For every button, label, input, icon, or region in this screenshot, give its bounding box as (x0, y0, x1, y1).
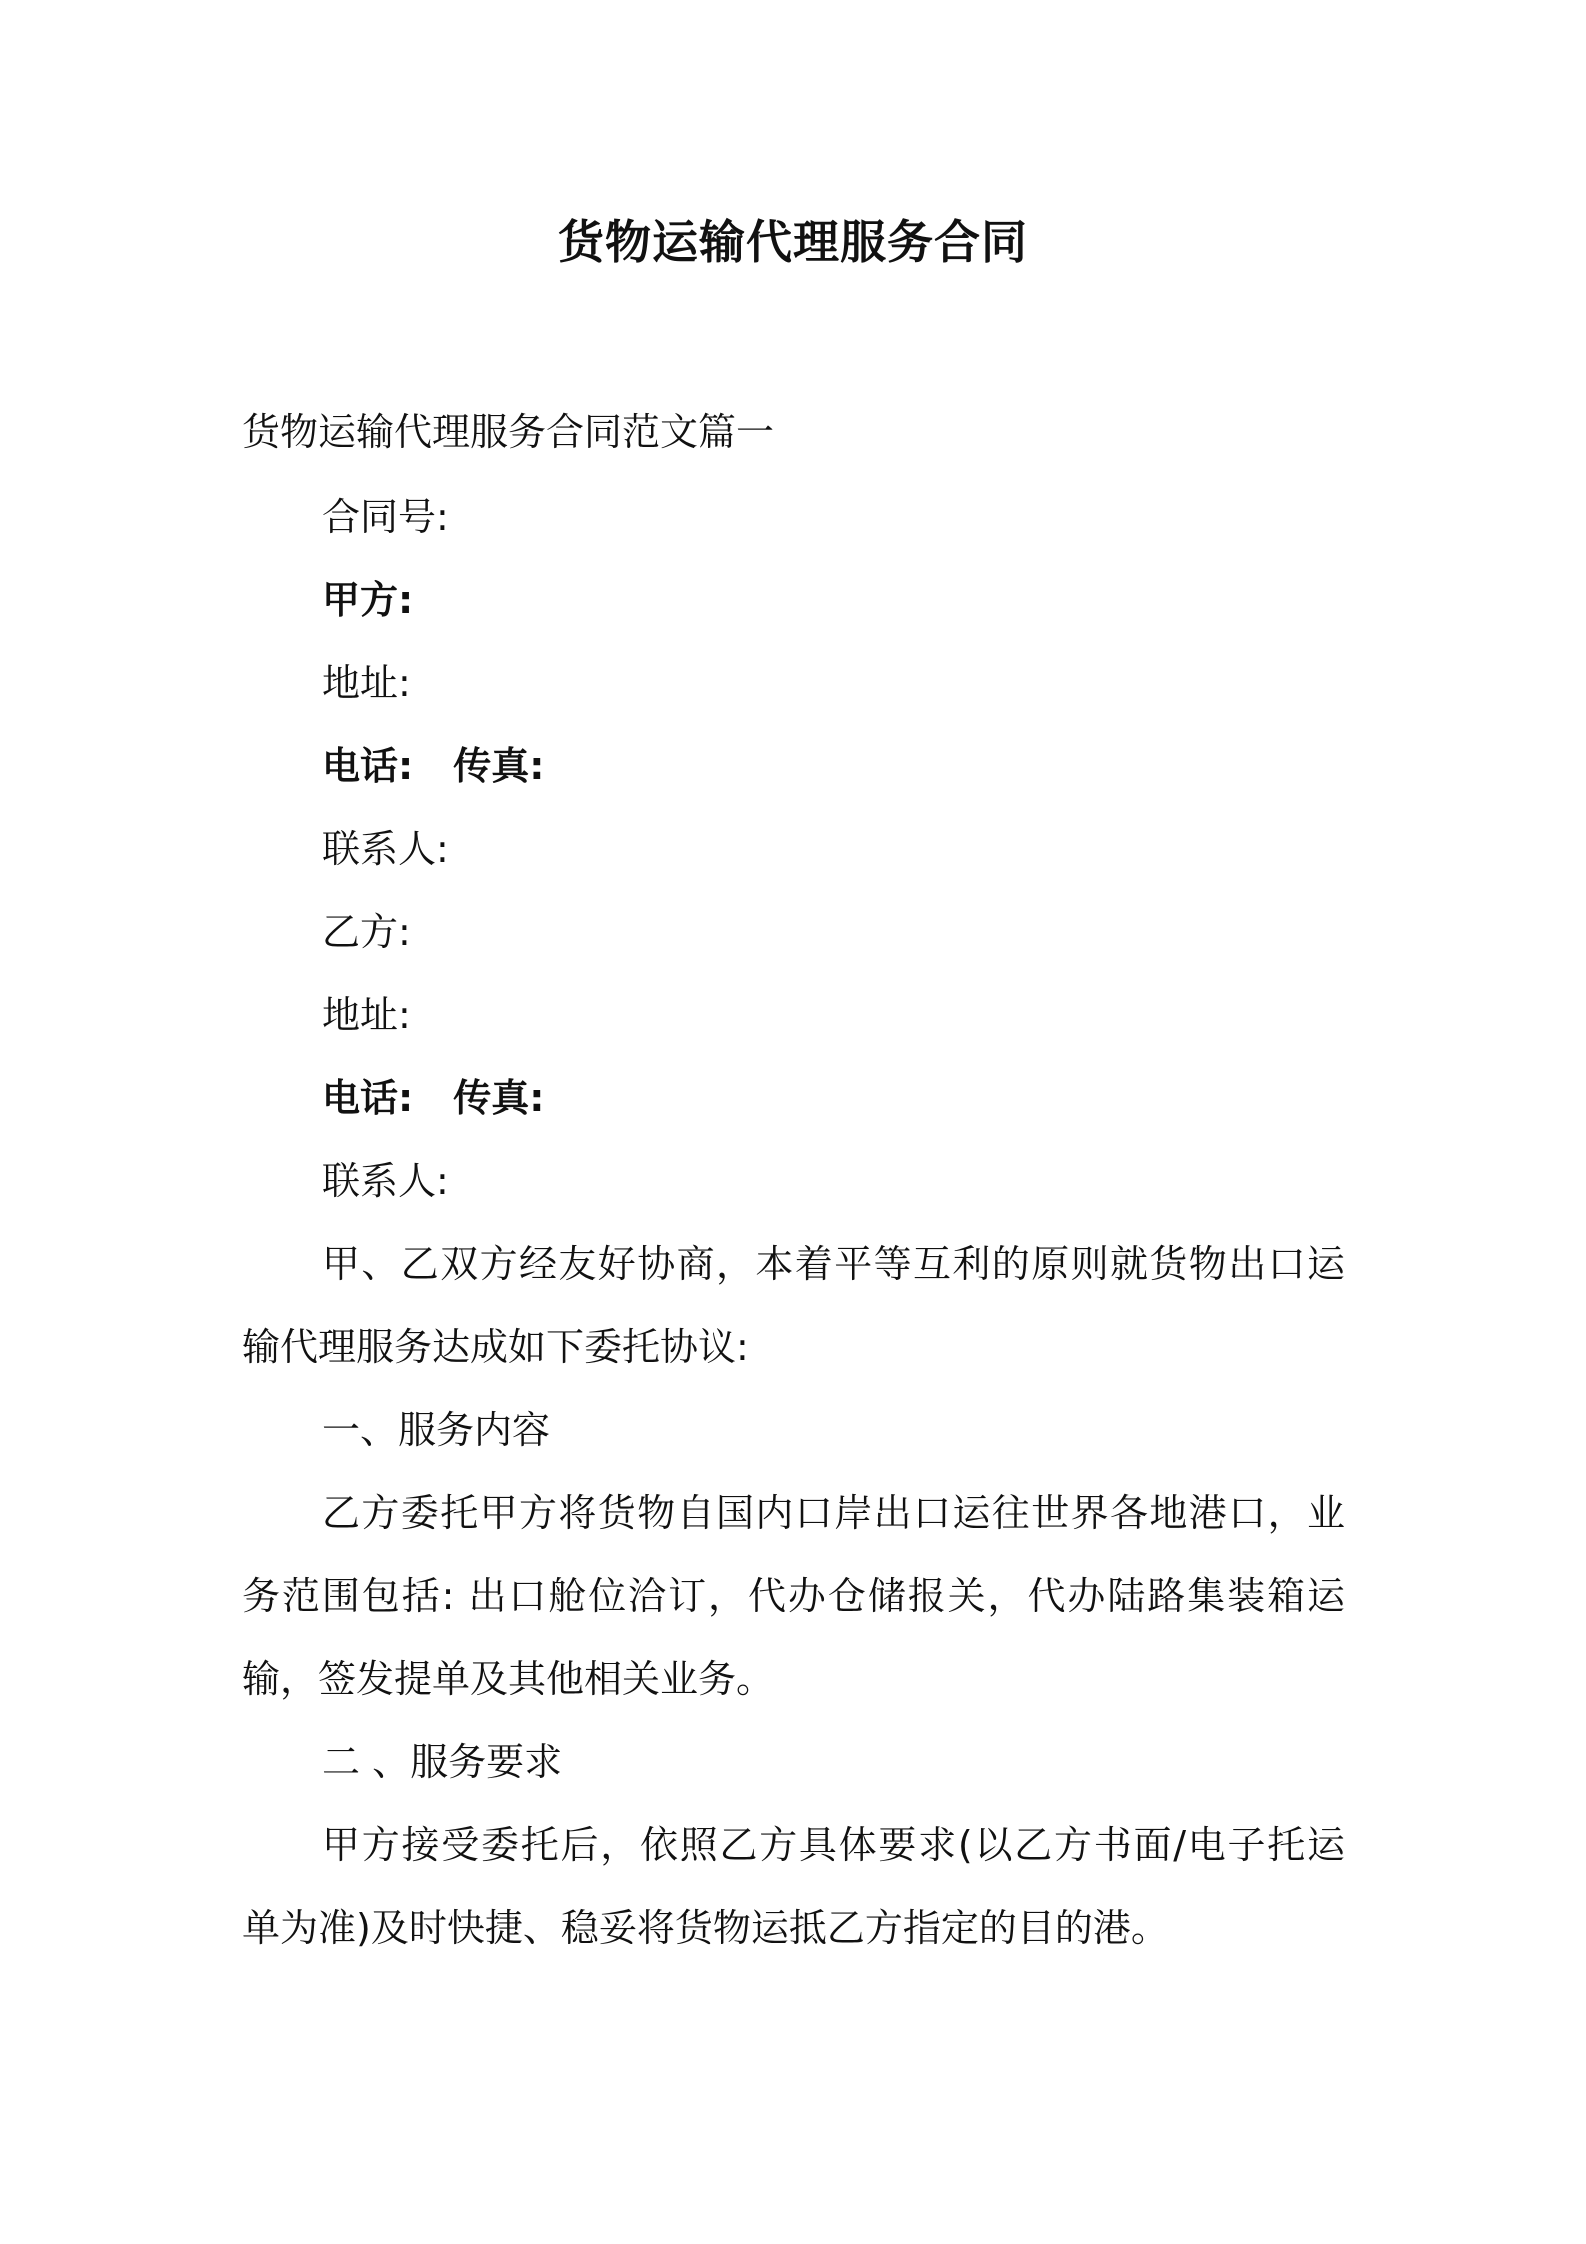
party-a-fax-label: 传真: (453, 744, 545, 788)
section-2-heading: 二 、服务要求 (322, 1740, 563, 1784)
document-subtitle: 货物运输代理服务合同范文篇一 (242, 410, 775, 454)
section-1-paragraph-line-1: 乙方委托甲方将货物自国内口岸出口运往世界各地港口，业 (322, 1491, 1345, 1535)
intro-paragraph-line-2: 输代理服务达成如下委托协议: (242, 1325, 749, 1369)
party-b-phone-fax-row (322, 1071, 544, 1125)
party-b-phone-label: 电话: (322, 1076, 414, 1120)
party-b-label: 乙方: (322, 910, 411, 954)
document-title: 货物运输代理服务合同 (558, 215, 1028, 269)
section-1-paragraph-line-2: 务范围包括: 出口舱位洽订，代办仓储报关，代办陆路集装箱运 (242, 1574, 1345, 1618)
party-a-contact-label: 联系人: (322, 827, 449, 871)
section-2-paragraph-line-2: 单为准)及时快捷、稳妥将货物运抵乙方指定的目的港。 (242, 1906, 1169, 1950)
section-1-paragraph-line-3: 输，签发提单及其他相关业务。 (242, 1657, 775, 1701)
section-1-heading: 一、服务内容 (322, 1408, 551, 1452)
intro-paragraph-line-1: 甲、乙双方经友好协商，本着平等互利的原则就货物出口运 (322, 1242, 1345, 1286)
party-b-contact-label: 联系人: (322, 1159, 449, 1203)
party-a-label: 甲方: (322, 578, 414, 622)
party-b-fax-label: 传真: (453, 1076, 545, 1120)
party-b-address-label: 地址: (322, 993, 411, 1037)
party-a-phone-label: 电话: (322, 744, 414, 788)
section-2-paragraph-line-1: 甲方接受委托后，依照乙方具体要求(以乙方书面/电子托运 (322, 1823, 1345, 1867)
party-a-phone-fax-row (322, 739, 544, 793)
contract-number-label: 合同号: (322, 495, 449, 539)
party-a-address-label: 地址: (322, 661, 411, 705)
